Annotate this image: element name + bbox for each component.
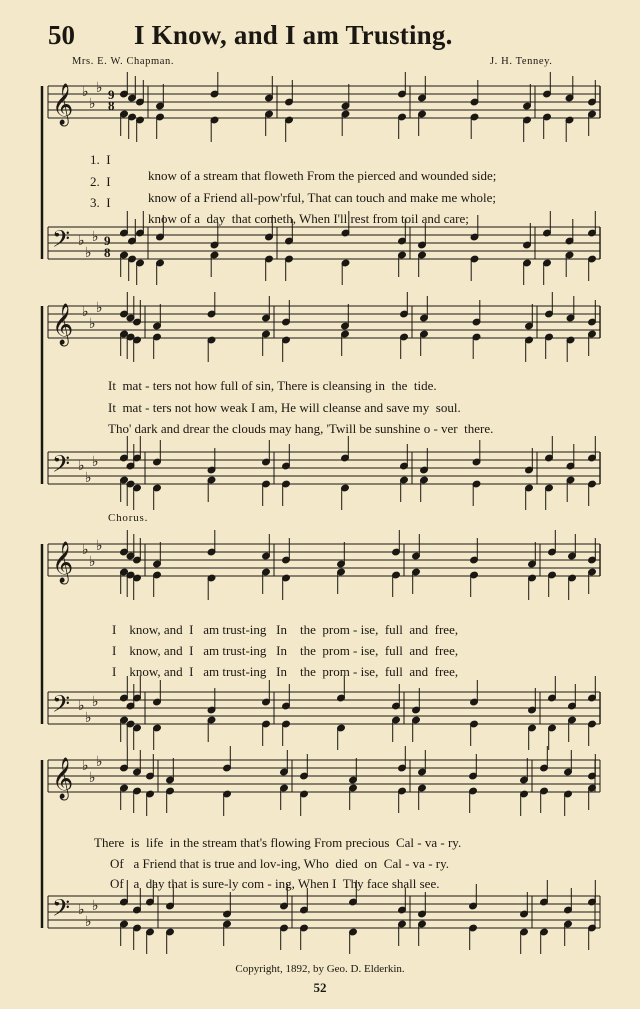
- verse-1-text: know of a stream that floweth From the pierced and wounded side;: [148, 168, 497, 183]
- verse-3-prefix: 3. I: [90, 195, 111, 210]
- treble-clef-icon: 𝄞: [52, 84, 74, 125]
- flat-sign-icon: ♭: [89, 96, 96, 112]
- flat-sign-icon: ♭: [89, 554, 96, 570]
- chorus-end-line-3: [0, 860, 640, 892]
- page-number: 52: [313, 980, 327, 995]
- treble-clef-icon: 𝄞: [52, 304, 74, 345]
- flat-sign-icon: ♭: [96, 754, 103, 770]
- chorus-end-line-1-text: There is life in the stream that's flowing From precious Cal - va - ry.: [94, 835, 462, 850]
- hymn-title: I Know, and I am Trusting.: [134, 20, 453, 50]
- treble-clef-icon: 𝄞: [52, 758, 74, 799]
- verse-2-line-2-text: It mat - ters not how weak I am, He will cleanse and save my soul.: [108, 400, 461, 415]
- flat-sign-icon: ♭: [96, 300, 103, 316]
- time-signature-treble-1: 9: [108, 87, 115, 102]
- flat-sign-icon: ♭: [82, 304, 89, 320]
- time-signature-treble-2: 8: [108, 98, 115, 113]
- verse-3-text: know of a day that cometh, When I'll rest from toil and care;: [148, 211, 469, 226]
- flat-sign-icon: ♭: [78, 458, 85, 474]
- flat-sign-icon: ♭: [78, 902, 85, 918]
- flat-sign-icon: ♭: [89, 316, 96, 332]
- flat-sign-icon: ♭: [92, 694, 99, 710]
- chorus-line-1-text: I know, and I am trust-ing In the prom - ise, full and free,: [112, 622, 459, 637]
- copyright: Copyright, 1892, by Geo. D. Elderkin.: [235, 963, 405, 975]
- flat-sign-icon: ♭: [85, 710, 92, 726]
- verse-1-prefix: 1. I: [90, 152, 111, 167]
- bass-clef-icon: 𝄢: [52, 894, 71, 927]
- hymn-number: 50: [48, 20, 75, 50]
- verse-1-line-2-text: It mat - ters not how full of sin, There is cleansing in the tide.: [108, 378, 437, 393]
- verse-3-line-2-text: Tho' dark and drear the clouds may hang, 'Twill be sunshine o - ver there.: [108, 421, 494, 436]
- time-signature-bass-2: 8: [104, 245, 111, 260]
- time-signature-bass-1: 9: [104, 233, 111, 248]
- words-credit: Mrs. E. W. Chapman.: [72, 56, 175, 67]
- flat-sign-icon: ♭: [92, 898, 99, 914]
- flat-sign-icon: ♭: [96, 538, 103, 554]
- chorus-line-3: [0, 648, 640, 680]
- flat-sign-icon: ♭: [92, 229, 99, 245]
- flat-sign-icon: ♭: [85, 470, 92, 486]
- verse-3-line-2: [0, 405, 640, 437]
- chorus-end-line-3-text: Of a day that is sure-ly com - ing, When I Thy face shall see.: [110, 876, 440, 891]
- flat-sign-icon: ♭: [85, 245, 92, 261]
- treble-clef-icon: 𝄞: [52, 542, 74, 583]
- chorus-end-line-2-text: Of a Friend that is true and lov-ing, Who died on Cal - va - ry.: [110, 856, 450, 871]
- verse-3-line-1: [0, 179, 640, 227]
- flat-sign-icon: ♭: [82, 542, 89, 558]
- flat-sign-icon: ♭: [78, 233, 85, 249]
- flat-sign-icon: ♭: [96, 80, 103, 96]
- flat-sign-icon: ♭: [89, 770, 96, 786]
- flat-sign-icon: ♭: [92, 454, 99, 470]
- flat-sign-icon: ♭: [82, 758, 89, 774]
- flat-sign-icon: ♭: [78, 698, 85, 714]
- chorus-line-3-text: I know, and I am trust-ing In the prom - ise, full and free,: [112, 664, 459, 679]
- bass-clef-icon: 𝄢: [52, 690, 71, 723]
- music-credit: J. H. Tenney.: [490, 56, 553, 67]
- flat-sign-icon: ♭: [85, 914, 92, 930]
- flat-sign-icon: ♭: [82, 84, 89, 100]
- verse-2-text: know of a Friend all-pow'rful, That can touch and make me whole;: [148, 190, 496, 205]
- chorus-line-2-text: I know, and I am trust-ing In the prom - ise, full and free,: [112, 643, 459, 658]
- bass-clef-icon: 𝄢: [52, 225, 71, 258]
- chorus-label: Chorus.: [108, 512, 149, 524]
- bass-clef-icon: 𝄢: [52, 450, 71, 483]
- verse-2-prefix: 2. I: [90, 174, 111, 189]
